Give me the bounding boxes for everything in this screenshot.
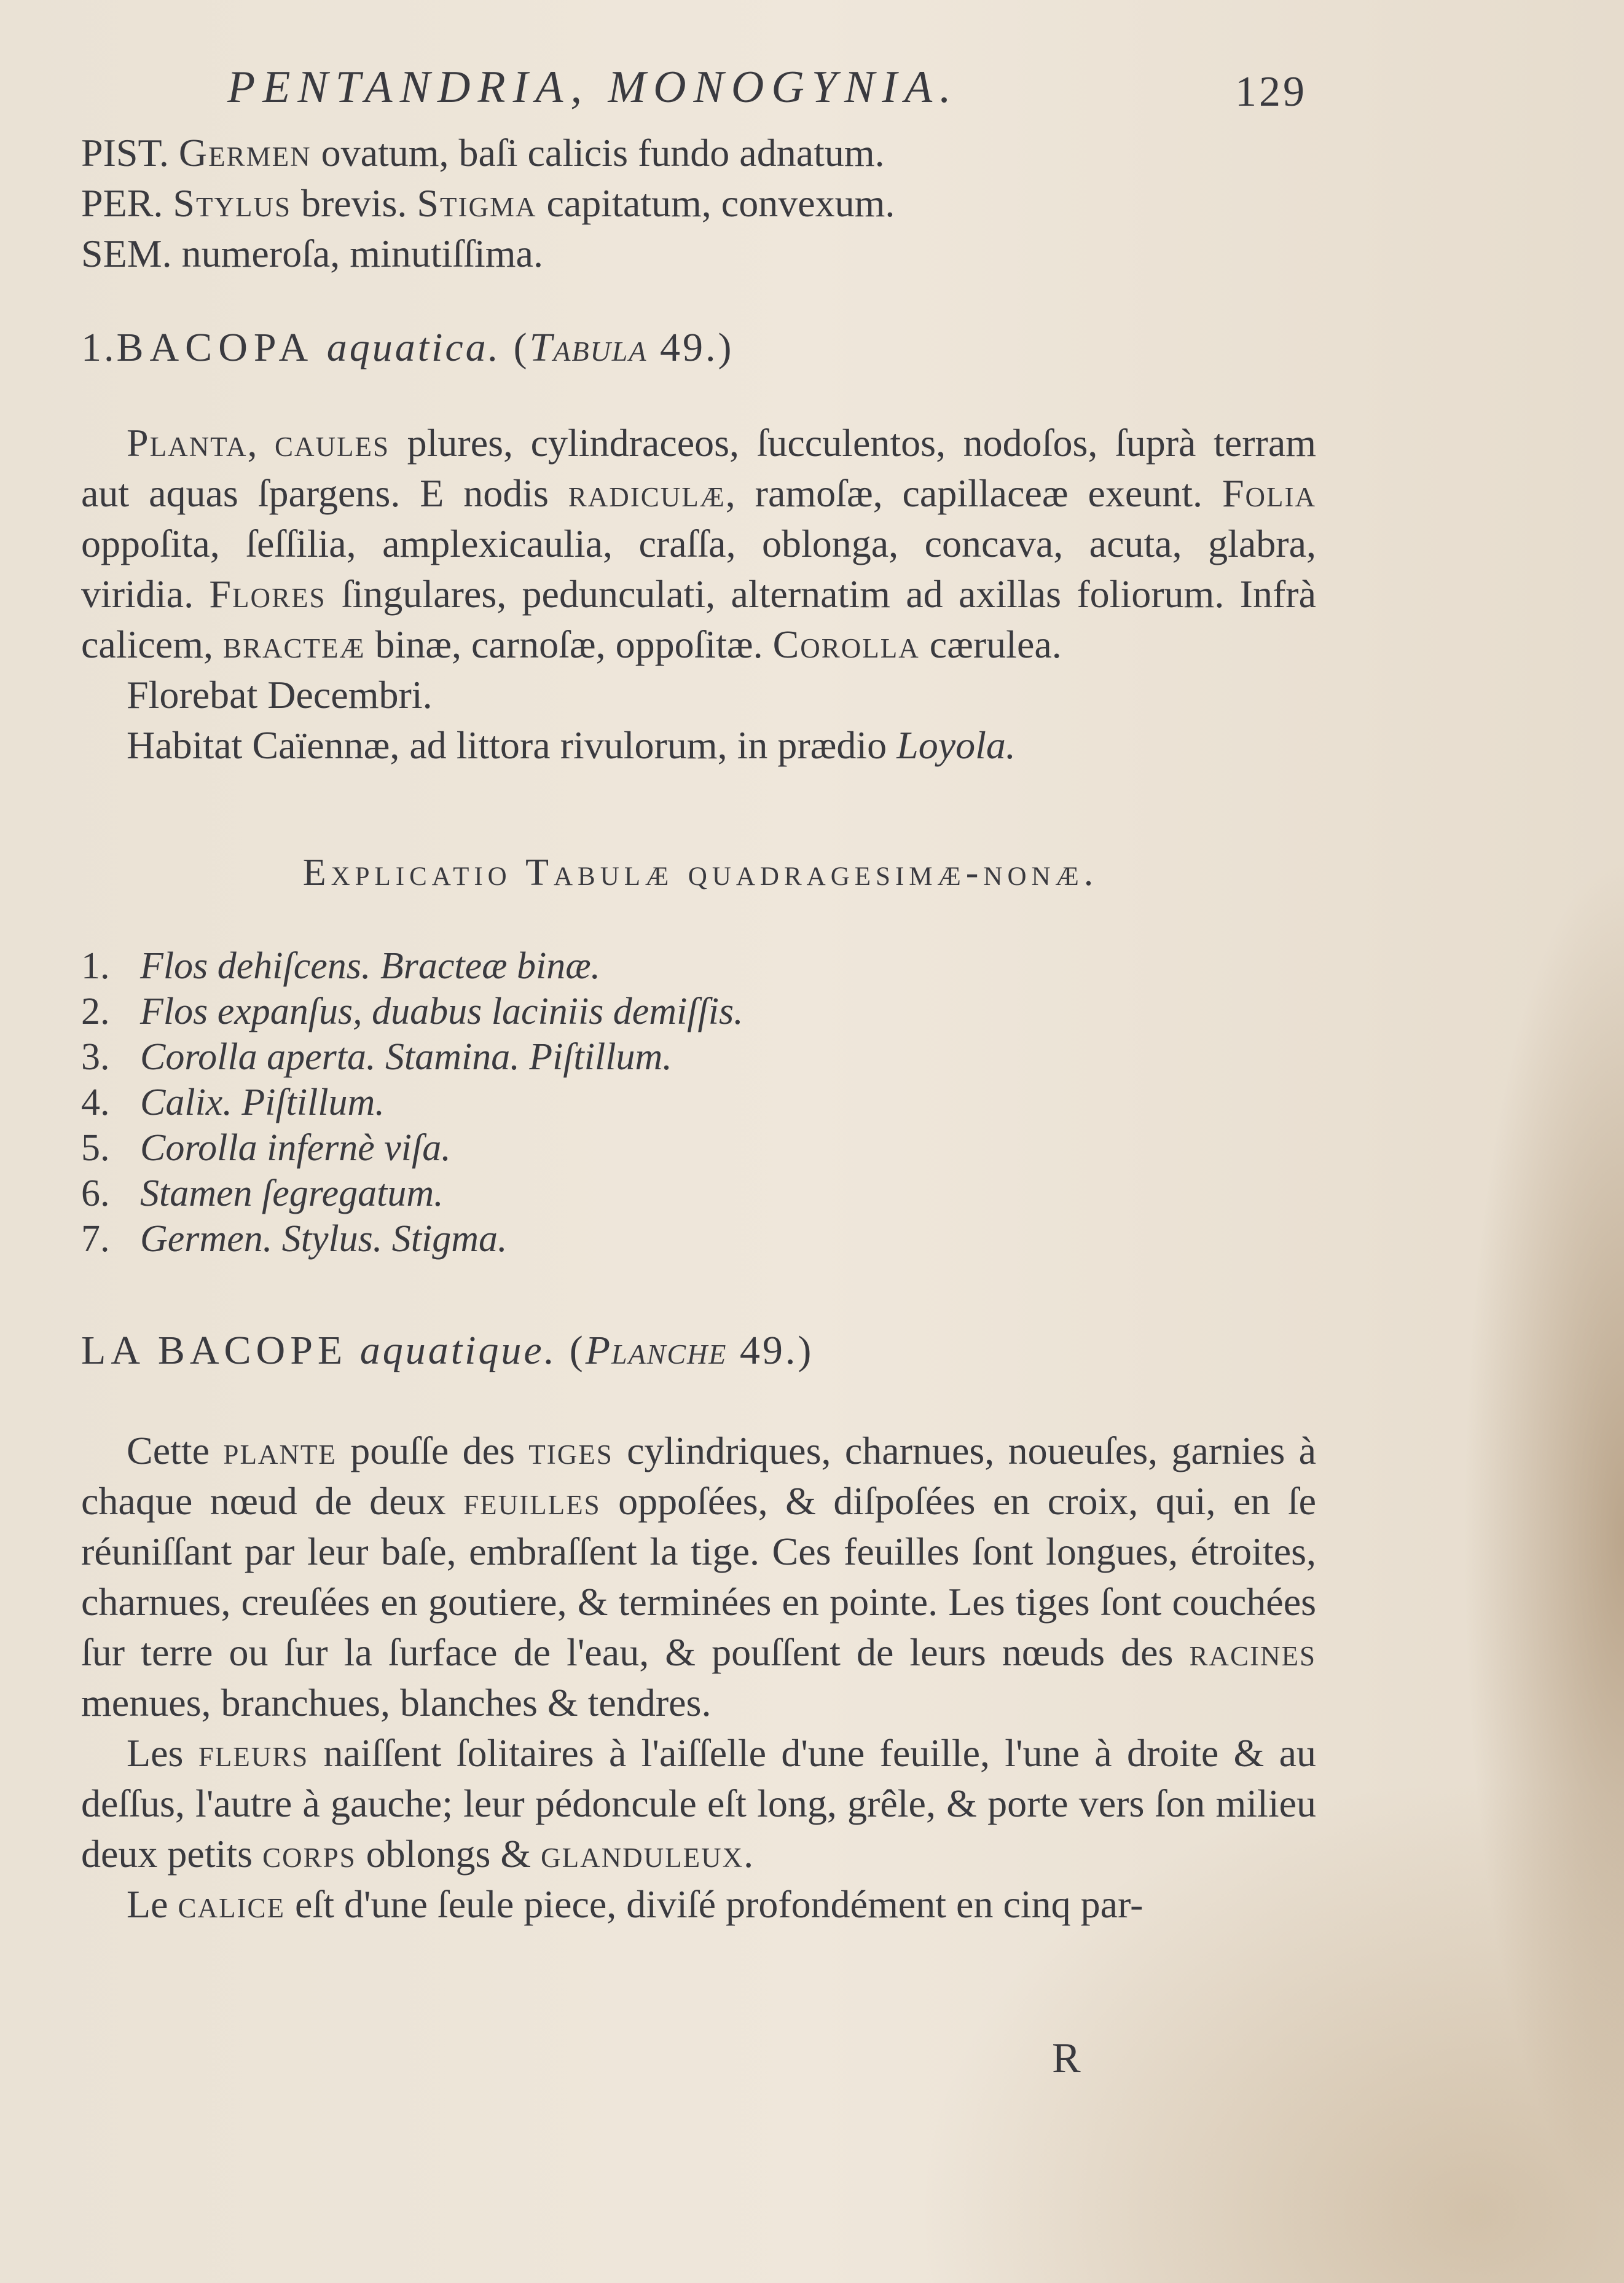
list-item: 7. Germen. Stylus. Stigma. — [81, 1218, 508, 1260]
french-paragraph: Le calice eſt d'une ſeule piece, diviſé profondément en cinq par- — [127, 1882, 1143, 1926]
french-paragraph: Cette plante pouſſe des tiges cylindriques, charnues, noueuſes, garnies à chaque nœud de deux feuilles oppoſées, & diſpoſées en croix, qui, en ſe réuniſſant par leur baſe, embraſſent la tige. Ces feuilles ſont longues, étroites, charnues, creuſées en goutiere, & terminées en pointe. Les tiges ſont couchées ſur terre ou ſur la ſurface de l'eau, & pouſſent de leurs nœuds des racines menues, branchues, blanches & tendres. — [81, 1429, 1317, 1724]
list-item: 2. Flos expanſus, duabus laciniis demiſſis. — [81, 991, 743, 1032]
plate-explanation-list — [81, 943, 1064, 1262]
generic-characters — [81, 128, 1316, 279]
explicatio-heading: Explicatio Tabulæ quadragesimæ-nonæ. — [302, 852, 1099, 894]
french-paragraph: Les fleurs naiſſent ſolitaires à l'aiſſelle d'une feuille, l'une à droite & au deſſus, l'autre à gauche; leur pédoncule eſt long, grêle, & porte vers ſon milieu deux petits corps oblongs & glanduleux. — [81, 1731, 1317, 1876]
running-head: PENTANDRIA, MONOGYNIA. — [227, 62, 959, 112]
habitat-note: Habitat Caïennæ, ad littora rivulorum, in prædio Loyola. — [127, 723, 1016, 767]
latin-description-paragraph: Planta, caules plures, cylindraceos, ſucculentos, nodoſos, ſuprà terram aut aquas ſpargens. E nodis radiculæ, ramoſæ, capillaceæ exeunt. Folia oppoſita, ſeſſilia, amplexicaulia, craſſa, oblonga, concava, acuta, glabra, viridia. Flores ſingulares, pedunculati, alternatim ad axillas foliorum. Infrà calicem, bracteæ binæ, carnoſæ, oppoſitæ. Corolla cærulea. — [81, 421, 1317, 666]
flowering-note: Florebat Decembri. — [127, 673, 433, 717]
signature-mark: R — [1052, 2035, 1081, 2082]
latin-description — [81, 418, 1316, 771]
latin-species-heading: 1.BACOPA aquatica. (Tabula 49.) — [81, 325, 734, 370]
french-description — [81, 1426, 1316, 1930]
list-item: 6. Stamen ſegregatum. — [81, 1173, 444, 1214]
character-line: PIST. Germen ovatum, baſi calicis fundo adnatum. — [81, 131, 885, 175]
page-number: 129 — [1235, 68, 1307, 116]
list-item: 3. Corolla aperta. Stamina. Piſtillum. — [81, 1036, 672, 1078]
list-item: 5. Corolla infernè viſa. — [81, 1127, 451, 1169]
list-item: 4. Calix. Piſtillum. — [81, 1082, 385, 1123]
character-line: SEM. numeroſa, minutiſſima. — [81, 232, 543, 275]
french-species-heading: LA BACOPE aquatique. (Planche 49.) — [81, 1328, 814, 1373]
list-item: 1. Flos dehiſcens. Bracteæ binæ. — [81, 945, 601, 987]
character-line: PER. Stylus brevis. Stigma capitatum, convexum. — [81, 181, 895, 225]
